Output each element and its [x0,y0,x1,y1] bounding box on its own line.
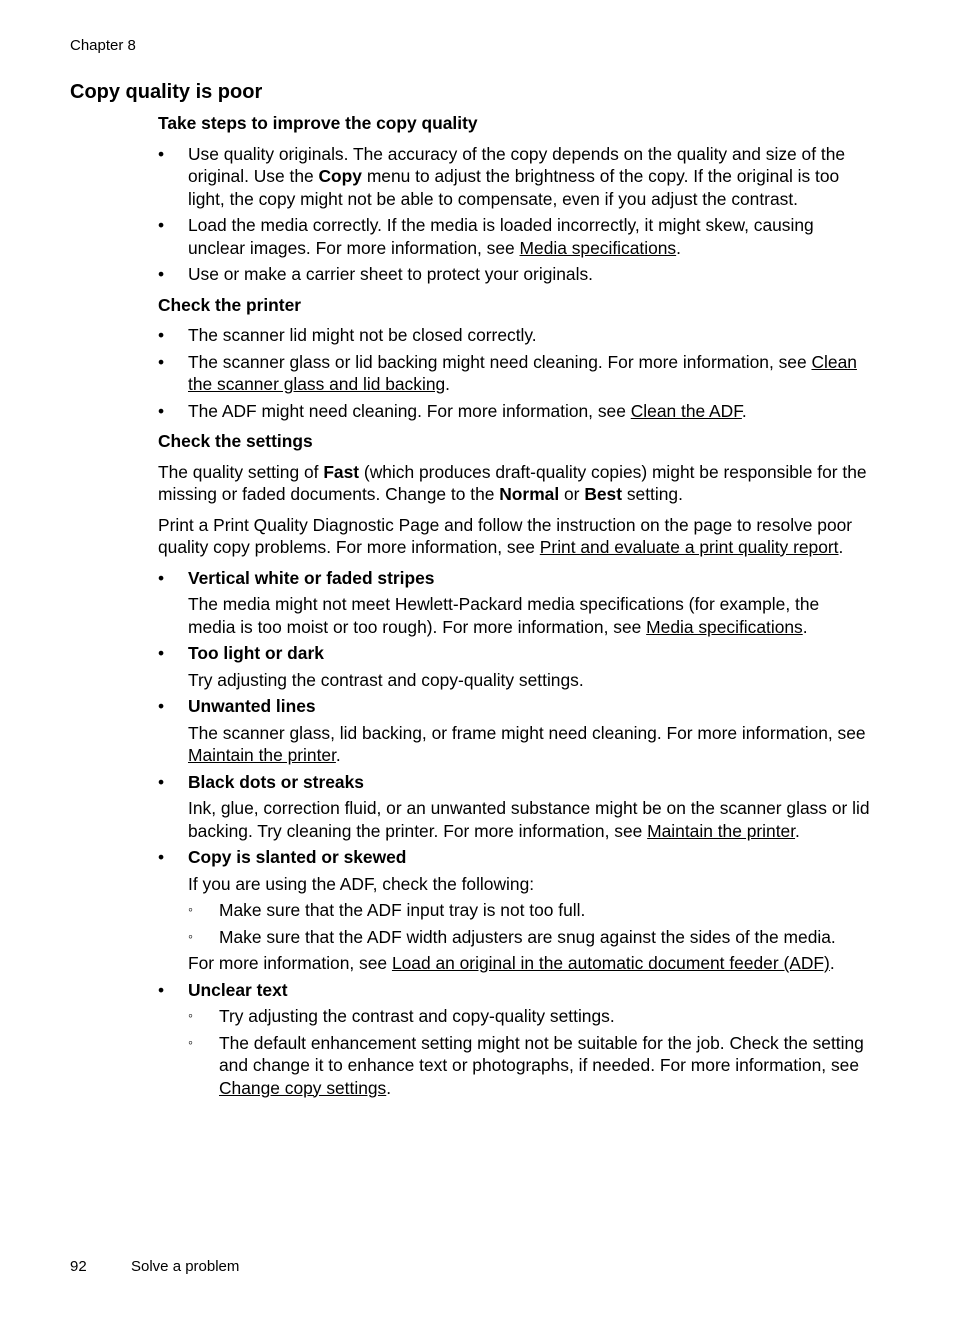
link-media-specifications[interactable]: Media specifications [646,616,803,637]
issue-title: Too light or dark [188,643,324,663]
list-item: • The scanner glass or lid backing might need cleaning. For more information, see Clean the scanner glass and lid backing. [158,351,857,394]
list-item [158,695,870,767]
link-maintain-printer[interactable]: Maintain the printer [188,745,336,765]
bullet-marker: • [158,143,165,164]
issue-title: Black dots or streaks [188,771,364,792]
list-item [158,979,870,1100]
issue-more-info: For more information, see Load an original in the automatic document feeder (ADF). [188,953,835,973]
bullet-marker: • [158,215,165,235]
page-number: 92 [70,1258,87,1275]
issue-title: Copy is slanted or skewed [188,847,407,867]
bullet-marker: • [158,400,165,421]
link-media-specifications[interactable]: Media specifications [519,237,677,258]
bullet-marker: • [158,325,165,345]
bullet-marker: • [158,771,165,792]
bullet-marker: • [158,567,165,588]
link-load-original-adf[interactable]: Load an original in the automatic document feeder (ADF) [391,953,830,973]
issue-title: Unwanted lines [188,696,316,716]
issue-body: If you are using the ADF, check the following: [188,873,535,894]
bullet-marker: • [158,979,165,1000]
issue-title: Unclear text [188,979,288,1000]
sub-bullet-marker: ◦ [188,1033,193,1050]
section-title: Copy quality is poor [70,81,263,103]
list-item: • Use or make a carrier sheet to protect your originals. [158,264,593,284]
check-printer-list [158,324,870,422]
issue-title: Vertical white or faded stripes [188,567,435,588]
link-clean-adf[interactable]: Clean the ADF [630,400,742,421]
list-item: • The scanner lid might not be closed correctly. [158,325,537,345]
bullet-marker: • [158,264,165,284]
issue-body: The media might not meet Hewlett-Packard media specifications (for example, the media is too moist or too rough). For more information, see Media specifications. [188,594,820,637]
page-content [158,112,870,1107]
sub-list-item: ◦ The default enhancement setting might not be suitable for the job. Check the setting and change it to enhance text or photographs, if needed. For more information, see Change copy settings. [188,1032,864,1098]
list-item [158,567,870,639]
link-maintain-printer[interactable]: Maintain the printer [647,820,796,841]
copy-menu-term: Copy [318,166,362,186]
list-item: • Load the media correctly. If the media is loaded incorrectly, it might skew, causing unclear images. For more information, see Media specifications. [158,215,814,258]
best-term: Best [584,484,623,504]
issue-body: The scanner glass, lid backing, or frame might need cleaning. For more information, see Maintain the printer. [188,722,866,765]
issues-list [158,567,870,1100]
heading-improve-copy-quality: Take steps to improve the copy quality [158,113,478,133]
sub-bullet-marker: ◦ [188,927,193,944]
heading-check-settings: Check the settings [158,431,313,451]
footer-section: Solve a problem [131,1258,240,1275]
sub-list-item: ◦ Make sure that the ADF width adjusters are snug against the sides of the media. [188,926,836,947]
normal-term: Normal [499,484,560,504]
bullet-marker: • [158,696,165,716]
list-item [158,642,870,691]
unclear-text-list [188,1005,870,1099]
issue-body: Try adjusting the contrast and copy-quality settings. [188,669,584,690]
bullet-marker: • [158,847,165,867]
adf-checks-list [188,899,870,948]
issue-body: Ink, glue, correction fluid, or an unwanted substance might be on the scanner glass or lid backing. Try cleaning the printer. For more information, see Maintain the printer. [188,798,870,841]
link-change-copy-settings[interactable]: Change copy settings [219,1077,387,1098]
improve-quality-list [158,143,870,286]
link-print-quality-report[interactable]: Print and evaluate a print quality report [539,537,839,557]
sub-bullet-marker: ◦ [188,901,193,917]
list-item: • Use quality originals. The accuracy of the copy depends on the quality and size of the original. Use the Copy menu to adjust the brightness of the copy. If the original is too light, the copy might not be able to compensate, even if you adjust the contrast. [158,143,846,209]
running-head: Chapter 8 [70,37,136,54]
paragraph-diagnostic-page: Print a Print Quality Diagnostic Page and follow the instruction on the page to resolve poor quality copy problems. For more information, see Print and evaluate a print quality report. [158,514,853,557]
bullet-marker: • [158,643,165,663]
sub-list-item: ◦ Make sure that the ADF input tray is not too full. [188,900,586,920]
fast-term: Fast [323,461,360,482]
sub-bullet-marker: ◦ [188,1007,193,1023]
list-item: • The ADF might need cleaning. For more information, see Clean the ADF. [158,400,747,421]
bullet-marker: • [158,351,165,372]
sub-list-item: ◦ Try adjusting the contrast and copy-quality settings. [188,1006,615,1026]
list-item [158,846,870,975]
list-item [158,771,870,843]
paragraph-quality-setting: The quality setting of Fast (which produces draft-quality copies) might be responsible for the missing or faded documents. Change to the Normal or Best setting. [158,461,867,504]
heading-check-printer: Check the printer [158,294,302,315]
link-clean-scanner-glass[interactable]: Clean the scanner glass and lid backing [188,351,857,394]
